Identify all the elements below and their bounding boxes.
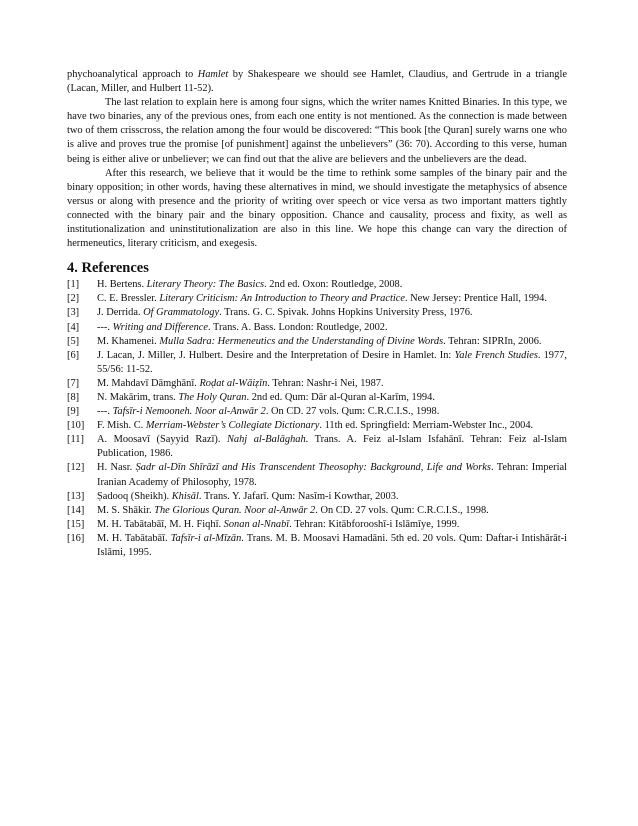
reference-item: [67, 349, 567, 377]
italic-text: Roḍat al-Wāiẓīn: [199, 377, 268, 389]
text-run: . Trans. A. Bass. London: Routledge, 2002.: [208, 321, 388, 333]
reference-item: [67, 419, 567, 433]
reference-number: [15]: [67, 518, 85, 530]
text-run: . On CD. 27 vols. Qum: C.R.C.I.S., 1998.: [265, 406, 440, 418]
reference-text: [97, 391, 567, 405]
italic-text: Ṣadr al-Dīn Shīrāzī and His Transcendent Theosophy: Background, Life and Works: [135, 462, 491, 474]
text-run: . 11th ed. Springfield: Merriam-Webster Inc., 2004.: [319, 420, 534, 432]
document-page: [67, 68, 567, 560]
italic-text: Sonan al-Nnabī: [223, 518, 290, 530]
reference-number: [5]: [67, 335, 80, 347]
reference-text: [97, 433, 567, 461]
reference-number: [14]: [67, 504, 85, 516]
reference-text: [97, 461, 567, 489]
text-run: The last relation to explain here is among four signs, which the writer names Knitted Binaries. In this type, we have two binaries, any of the previous ones, from each one entity is not mentioned. As the connection is made between two of them crisscross, the relation among the four would be discovered: “This book [the Quran] surely warns one who is alive and proves true the promise [of punishment] against the unbelievers” (36: 70). According to this verse, human being is either alive or unbeliever; we can find out that the alive are believers and the unbelievers are the dead.: [67, 97, 567, 165]
reference-text: [97, 292, 567, 306]
reference-item: [67, 504, 567, 518]
reference-number: [2]: [67, 293, 80, 305]
text-run: After this research, we believe that it would be the time to rethink some samples of the binary pair and the binary opposition; in other words, having these alternatives in mind, we should investigate the metaphysics of absence versus or along with presence and the priority of writing over speech or vice versa as two important matters tightly connected with the binary pair and the binary opposition. Chance and causality, process and fixity, as well as institutionalization and uninstitutionalization are also in this line. We hope this change can vary the direction of hermeneutics, literary criticism, and exegesis.: [67, 167, 567, 250]
italic-text: Yale French Studies: [454, 349, 538, 361]
text-run: . Trans. G. C. Spivak. Johns Hopkins University Press, 1976.: [219, 307, 473, 319]
text-run: . 1977, 55/56: 11-52.: [97, 349, 567, 375]
text-run: J. Lacan, J. Miller, J. Hulbert. Desire and the Interpretation of Desire in Hamlet. In:: [97, 349, 455, 361]
reference-item: [67, 461, 567, 489]
text-run: by Shakespeare we should see Hamlet, Claudius, and Gertrude in a triangle (Lacan, Miller, and Hulbert 11-52).: [67, 69, 567, 95]
reference-text: [97, 419, 567, 433]
reference-number: [6]: [67, 349, 80, 361]
text-run: C. E. Bressler.: [97, 293, 160, 305]
italic-text: Khisāl: [171, 490, 199, 502]
reference-number: [10]: [67, 420, 85, 432]
reference-item: [67, 532, 567, 560]
text-run: M. H. Tabātabāī.: [97, 532, 171, 544]
italic-text: The Holy Quran: [178, 391, 247, 403]
text-run: M. H. Tabātabāī, M. H. Fiqhī.: [97, 518, 224, 530]
reference-item: [67, 278, 567, 292]
italic-text: Of Grammatology: [143, 307, 220, 319]
body-paragraph: [67, 68, 567, 96]
text-run: M. S. Shākir.: [97, 504, 155, 516]
reference-item: [67, 490, 567, 504]
reference-text: [97, 504, 567, 518]
text-run: . Tehran: Imperial Iranian Academy of Philosophy, 1978.: [97, 462, 567, 488]
reference-item: [67, 321, 567, 335]
italic-text: Hamlet: [197, 69, 229, 80]
text-run: M. Khamenei.: [97, 335, 160, 347]
body-paragraph: [67, 167, 567, 252]
reference-text: [97, 335, 567, 349]
text-run: A. Moosavī (Sayyid Razī).: [97, 434, 227, 446]
italic-text: Mulla Sadra: Hermeneutics and the Understanding of Divine Words: [159, 335, 444, 347]
text-run: phychoanalytical approach to: [67, 69, 198, 80]
reference-item: [67, 405, 567, 419]
reference-text: [97, 321, 567, 335]
text-run: . On CD. 27 vols. Qum: C.R.C.I.S., 1998.: [315, 504, 489, 516]
text-run: Ṣadooq (Sheikh).: [97, 490, 172, 502]
reference-text: [97, 490, 567, 504]
text-run: . 2nd ed. Qum: Dār al-Quran al-Karīm, 1994.: [246, 391, 435, 403]
section-heading-references: 4. References: [67, 260, 149, 277]
italic-text: Writing and Difference: [112, 321, 209, 333]
reference-item: [67, 518, 567, 532]
text-run: . New Jersey: Prentice Hall, 1994.: [404, 293, 547, 305]
text-run: F. Mish. C.: [97, 420, 146, 432]
text-run: M. Mahdavī Dāmghānī.: [97, 377, 200, 389]
text-run: ---.: [97, 406, 113, 418]
text-run: . 2nd ed. Oxon: Routledge, 2008.: [264, 279, 403, 291]
text-run: . Trans. A. Feiz al-Islam Isfahānī. Tehran: Feiz al-Islam Publication, 1986.: [97, 434, 567, 460]
text-run: . Tehran: Kitābforooshī-i Islāmīye, 1999.: [289, 518, 460, 530]
text-run: . Trans. M. B. Moosavi Hamadāni. 5th ed. 20 vols. Qum: Daftar-i Intishārāt-i Islāmi, 1995.: [97, 532, 567, 558]
text-run: . Tehran: Nashr-i Nei, 1987.: [267, 377, 384, 389]
italic-text: Tafsīr-i al-Mīzān: [170, 532, 242, 544]
italic-text: Literary Criticism: An Introduction to Theory and Practice: [159, 293, 405, 305]
reference-item: [67, 335, 567, 349]
text-run: ---.: [97, 321, 113, 333]
reference-text: [97, 278, 567, 292]
reference-item: [67, 306, 567, 320]
body-text: [67, 68, 567, 251]
reference-item: [67, 391, 567, 405]
references-list: [67, 278, 567, 560]
reference-number: [9]: [67, 406, 80, 418]
reference-number: [1]: [67, 279, 80, 291]
reference-number: [16]: [67, 532, 85, 544]
reference-number: [3]: [67, 307, 80, 319]
reference-number: [13]: [67, 490, 85, 502]
body-paragraph: [67, 96, 567, 166]
text-run: . Tehran: SIPRIn, 2006.: [443, 335, 542, 347]
text-run: H. Nasr.: [97, 462, 136, 474]
reference-number: [8]: [67, 391, 80, 403]
text-run: N. Makārim, trans.: [97, 391, 179, 403]
reference-number: [12]: [67, 462, 85, 474]
text-run: H. Bertens.: [97, 279, 147, 291]
reference-number: [4]: [67, 321, 80, 333]
reference-item: [67, 433, 567, 461]
italic-text: Merriam-Webster’s Collegiate Dictionary: [145, 420, 320, 432]
reference-text: [97, 306, 567, 320]
reference-item: [67, 377, 567, 391]
reference-text: [97, 518, 567, 532]
text-run: J. Derrida.: [97, 307, 144, 319]
reference-number: [11]: [67, 434, 84, 446]
italic-text: Nahj al-Balāghah: [226, 434, 306, 446]
reference-number: [7]: [67, 377, 80, 389]
italic-text: Tafsīr-i Nemooneh. Noor al-Anwār 2: [112, 406, 266, 418]
reference-text: [97, 377, 567, 391]
reference-text: [97, 405, 567, 419]
reference-text: [97, 532, 567, 560]
text-run: . Trans. Y. Jafarī. Qum: Nasīm-i Kowthar, 2003.: [198, 490, 399, 502]
reference-item: [67, 292, 567, 306]
italic-text: The Glorious Quran. Noor al-Anwār 2: [154, 504, 316, 516]
reference-text: [97, 349, 567, 377]
italic-text: Literary Theory: The Basics: [146, 279, 265, 291]
